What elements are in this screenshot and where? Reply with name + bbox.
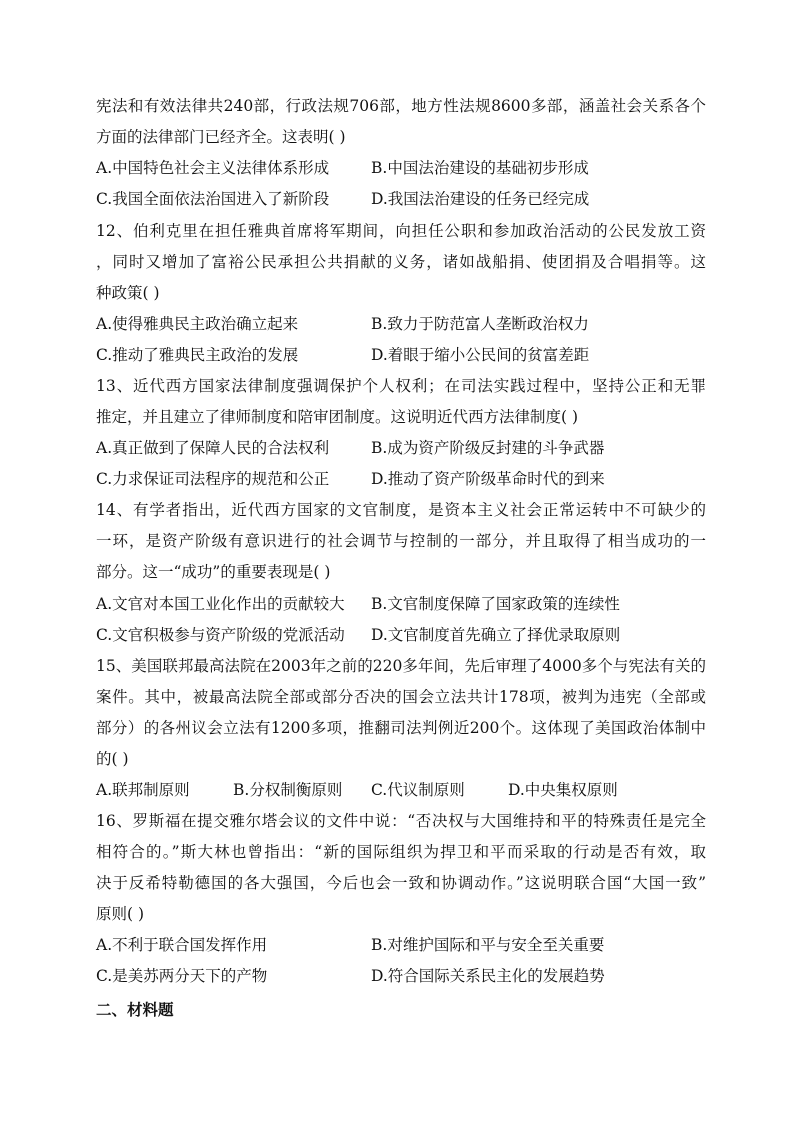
q15-stem-line-4: 的( ) <box>96 750 129 768</box>
q15-option-a: A.联邦制原则 <box>96 781 190 799</box>
q12-stem-line-3: 种政策( ) <box>96 284 160 302</box>
q14-stem-line-1: 14、有学者指出，近代西方国家的文官制度，是资本主义社会正常运转中不可缺少的 <box>96 501 706 519</box>
q16-option-b: B.对维护国际和平与安全至关重要 <box>371 936 605 954</box>
q15-option-c: C.代议制原则 <box>371 781 465 799</box>
q11-option-b: B.中国法治建设的基础初步形成 <box>371 159 589 177</box>
q14-option-c: C.文官积极参与资产阶级的党派活动 <box>96 626 345 644</box>
q15-option-d: D.中央集权原则 <box>508 781 618 799</box>
q11-stem-line-2: 方面的法律部门已经齐全。这表明( ) <box>96 128 346 146</box>
q15-stem-line-2: 案件。其中，被最高法院全部或部分否决的国会立法共计178项，被判为违宪（全部或 <box>96 688 706 706</box>
q12-option-c: C.推动了雅典民主政治的发展 <box>96 346 299 364</box>
q15-stem-line-3: 部分）的各州议会立法有1200多项，推翻司法判例近200个。这体现了美国政治体制中 <box>96 719 706 737</box>
q12-option-b: B.致力于防范富人垄断政治权力 <box>371 315 589 333</box>
q16-stem-line-4: 原则( ) <box>96 905 145 923</box>
q16-option-c: C.是美苏两分天下的产物 <box>96 967 268 985</box>
q14-stem-line-3: 部分。这一“成功”的重要表现是( ) <box>96 563 331 581</box>
q13-option-a: A.真正做到了保障人民的合法权利 <box>96 439 330 457</box>
q16-stem-line-1: 16、罗斯福在提交雅尔塔会议的文件中说：“否决权与大国维持和平的特殊责任是完全 <box>96 812 706 830</box>
q11-stem-line-1: 宪法和有效法律共240部，行政法规706部，地方性法规8600多部，涵盖社会关系各个 <box>96 97 706 115</box>
q11-option-a: A.中国特色社会主义法律体系形成 <box>96 159 330 177</box>
q16-option-a: A.不利于联合国发挥作用 <box>96 936 268 954</box>
q14-option-b: B.文官制度保障了国家政策的连续性 <box>371 595 620 613</box>
q14-option-d: D.文官制度首先确立了择优录取原则 <box>371 626 621 644</box>
q16-option-d: D.符合国际关系民主化的发展趋势 <box>371 967 605 985</box>
q13-stem-line-1: 13、近代西方国家法律制度强调保护个人权利；在司法实践过程中，坚持公正和无罪 <box>96 377 706 395</box>
q15-option-b: B.分权制衡原则 <box>233 781 343 799</box>
q13-stem-line-2: 推定，并且建立了律师制度和陪审团制度。这说明近代西方法律制度( ) <box>96 408 579 426</box>
q13-option-b: B.成为资产阶级反封建的斗争武器 <box>371 439 605 457</box>
q11-option-c: C.我国全面依法治国进入了新阶段 <box>96 190 330 208</box>
q16-stem-line-2: 相符合的。”斯大林也曾指出：“新的国际组织为捍卫和平而采取的行动是否有效，取 <box>96 843 706 861</box>
q13-option-d: D.推动了资产阶级革命时代的到来 <box>371 470 605 488</box>
section-heading-materials: 二、材料题 <box>96 1001 174 1019</box>
q12-stem-line-2: ，同时又增加了富裕公民承担公共捐献的义务，诸如战船捐、使团捐及合唱捐等。这 <box>96 253 706 271</box>
q11-option-d: D.我国法治建设的任务已经完成 <box>371 190 590 208</box>
q12-stem-line-1: 12、伯利克里在担任雅典首席将军期间，向担任公职和参加政治活动的公民发放工资 <box>96 222 706 240</box>
q14-stem-line-2: 一环，是资产阶级有意识进行的社会调节与控制的一部分，并且取得了相当成功的一 <box>96 532 706 550</box>
q12-option-d: D.着眼于缩小公民间的贫富差距 <box>371 346 590 364</box>
q12-option-a: A.使得雅典民主政治确立起来 <box>96 315 299 333</box>
q15-stem-line-1: 15、美国联邦最高法院在2003年之前的220多年间，先后审理了4000多个与宪法有关的 <box>96 657 706 675</box>
q13-option-c: C.力求保证司法程序的规范和公正 <box>96 470 330 488</box>
q14-option-a: A.文官对本国工业化作出的贡献较大 <box>96 595 345 613</box>
q16-stem-line-3: 决于反希特勒德国的各大强国，今后也会一致和协调动作。”这说明联合国“大国一致” <box>96 874 706 892</box>
